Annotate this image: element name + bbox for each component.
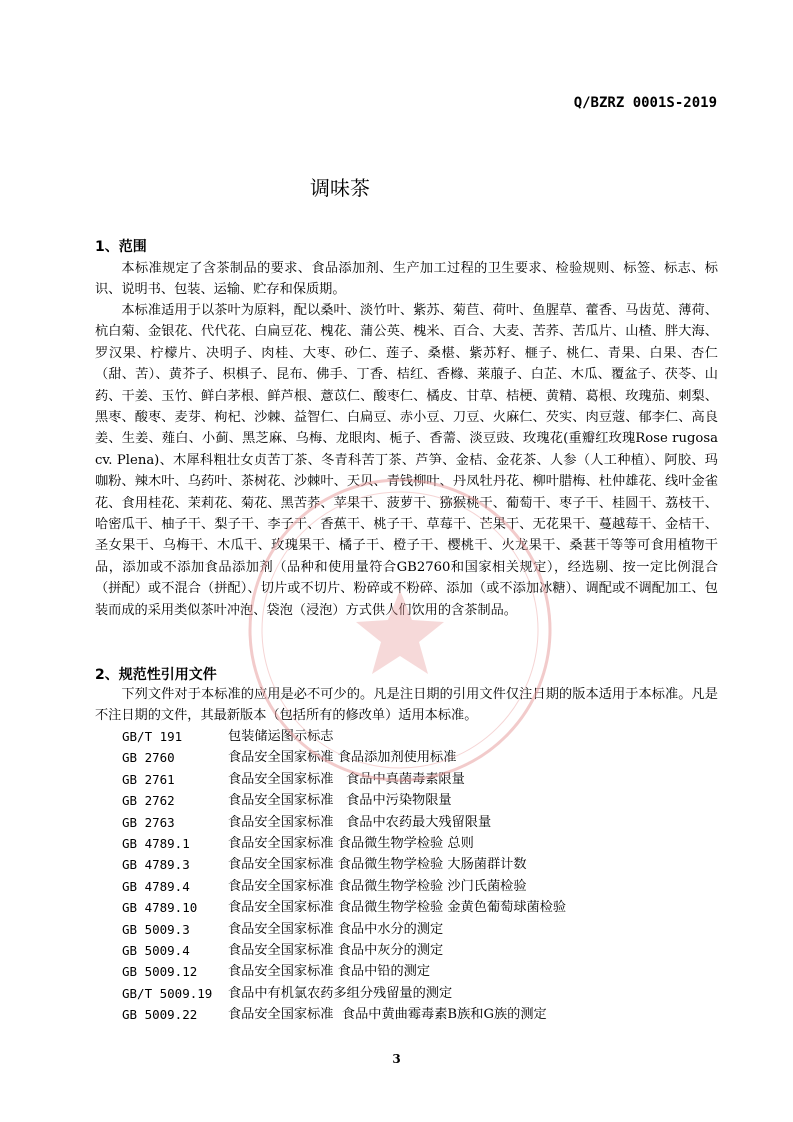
reference-title: 食品安全国家标准 食品中灰分的测定 [228,942,444,958]
reference-title: 包装储运图示标志 [228,729,334,744]
reference-title: 食品安全国家标准 食品微生物学检验 金黄色葡萄球菌检验 [228,900,567,916]
reference-code: GB 4789.10 [122,900,198,916]
reference-row [122,919,722,940]
reference-code: GB 4789.1 [122,835,190,851]
reference-code: GB 5009.22 [122,1007,198,1023]
scope-paragraph-2: 本标准适用于以茶叶为原料，配以桑叶、淡竹叶、紫苏、菊苣、荷叶、鱼腥草、藿香、马齿苋、薄荷、杭白菊、金银花、代代花、白扁豆花、槐花、蒲公英、槐米、百合、大麦、苦荞、苦瓜片、山楂、胖大海、罗汉果、柠檬片、决明子、肉桂、大枣、砂仁、莲子、桑椹、紫苏籽、榧子、桃仁、青果、白果、杏仁（甜、苦）、黄芥子、枳椇子、昆布、佛手、丁香、桔红、香橼、莱菔子、白芷、木瓜、覆盆子、茯苓、山药、干姜、玉竹、鲜白茅根、鲜芦根、薏苡仁、酸枣仁、橘皮、甘草、桔梗、黄精、葛根、玫瑰茄、刺梨、黑枣、酸枣、麦芽、枸杞、沙棘、益智仁、白扁豆、赤小豆、刀豆、火麻仁、芡实、肉豆蔻、郁李仁、高良姜、生姜、薤白、小蓟、黑芝麻、乌梅、龙眼肉、栀子、香薷、淡豆豉、玫瑰花(重瓣红玫瑰Rose rugosa cv. Plena)、木犀科粗壮女贞苦丁茶、冬青科苦丁茶、芦笋、金桔、金花茶、人参（人工种植）、阿胶、玛咖粉、辣木叶、乌药叶、茶树花、沙棘叶、天贝、青钱柳叶、丹凤牡丹花、柳叶腊梅、杜仲雄花、线叶金雀花、食用桂花、茉莉花、菊花、黑苦荞、苹果干、菠萝干、猕猴桃干、葡萄干、枣子干、桂圆干、荔枝干、哈密瓜干、柚子干、梨子干、李子干、香蕉干、桃子干、草莓干、芒果干、无花果干、蔓越莓干、金桔干、圣女果干、乌梅干、木瓜干、玫瑰果干、橘子干、橙子干、樱桃干、火龙果干、桑葚干等等可食用植物干品，添加或不添加食品添加剂（品种和使用量符合GB2760和国家相关规定），经选剔、按一定比例混合（拼配）或不混合（拼配）、切片或不切片、粉碎或不粉碎、添加（或不添加冰糖）、调配或不调配加工、包装而成的采用类似茶叶冲泡、袋泡（浸泡）方式供人们饮用的含茶制品。 [95,303,718,618]
reference-row [122,747,722,768]
reference-title: 食品安全国家标准 食品中真菌毒素限量 [228,771,465,787]
reference-row [122,1004,722,1025]
reference-code: GB 5009.4 [122,942,190,958]
reference-code: GB 4789.3 [122,857,190,873]
reference-title: 食品安全国家标准 食品中铅的测定 [228,964,431,980]
reference-code: GB 2761 [122,771,175,787]
reference-code: GB 2762 [122,793,175,809]
reference-code: GB/T 5009.19 [122,985,213,1001]
reference-row [122,833,722,854]
section-heading-scope: 1、范围 [95,239,147,255]
reference-title: 食品安全国家标准 食品中水分的测定 [228,921,444,937]
page-number: 3 [392,1052,401,1066]
reference-row [122,769,722,790]
reference-title: 食品安全国家标准 食品微生物学检验 大肠菌群计数 [228,857,527,873]
reference-row [122,940,722,961]
reference-title: 食品安全国家标准 食品微生物学检验 沙门氏菌检验 [228,878,527,894]
reference-row [122,854,722,875]
reference-row [122,790,722,811]
reference-title: 食品安全国家标准 食品中黄曲霉毒素B族和G族的测定 [228,1007,547,1023]
reference-row [122,983,722,1004]
reference-code: GB 5009.3 [122,921,190,937]
reference-row [122,876,722,897]
reference-code: GB 2763 [122,814,175,830]
reference-row [122,812,722,833]
reference-code: GB/T 191 [122,729,183,744]
references-intro: 下列文件对于本标准的应用是必不可少的。凡是注日期的引用文件仅注日期的版本适用于本标准。凡是不注日期的文件，其最新版本（包括所有的修改单）适用本标准。 [95,687,718,724]
section-heading-references: 2、规范性引用文件 [95,667,217,683]
reference-title: 食品安全国家标准 食品微生物学检验 总则 [228,835,474,851]
reference-title: 食品安全国家标准 食品中污染物限量 [228,793,452,809]
reference-title: 食品安全国家标准 食品添加剂使用标准 [228,750,457,766]
scope-paragraph-1: 本标准规定了含茶制品的要求、食品添加剂、生产加工过程的卫生要求、检验规则、标签、标志、标识、说明书、包装、运输、贮存和保质期。 [95,261,718,298]
reference-title: 食品安全国家标准 食品中农药最大残留限量 [228,814,492,830]
reference-code: GB 2760 [122,750,175,766]
reference-row [122,726,722,747]
reference-row [122,961,722,982]
reference-code: GB 4789.4 [122,878,190,894]
reference-row [122,897,722,918]
reference-code: GB 5009.12 [122,964,198,980]
reference-list [122,726,722,1025]
standard-code: Q/BZRZ 0001S-2019 [573,95,717,111]
page-title: 调味茶 [310,176,370,200]
reference-title: 食品中有机氯农药多组分残留量的测定 [228,985,453,1001]
